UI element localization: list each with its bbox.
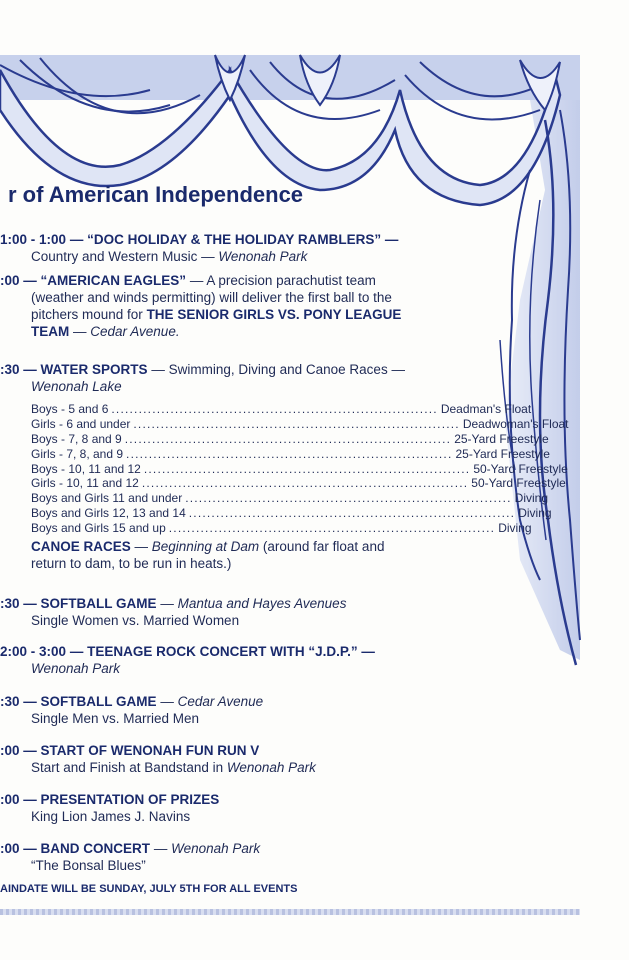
- entry-time: :00: [0, 273, 20, 288]
- entry-time: 1:00 - 1:00: [0, 232, 67, 247]
- entry-title: WATER SPORTS: [40, 362, 148, 377]
- table-row: Boys - 7, 8 and 9 ........................................................................ 25-Yard Freestyle: [31, 431, 549, 446]
- entry-time: :00: [0, 743, 20, 758]
- event-group: Boys and Girls 12, 13 and 14: [31, 506, 186, 521]
- entry-title: SOFTBALL GAME: [40, 694, 157, 709]
- entry-location: Wenonah Park: [226, 760, 316, 775]
- event-group: Boys - 7, 8 and 9: [31, 431, 122, 446]
- schedule-entry-water-sports: :30 — WATER SPORTS — Swimming, Diving and Canoe Races — Wenonah Lake: [0, 362, 405, 394]
- canoe-title: CANOE RACES: [31, 539, 131, 554]
- schedule-entry-softball-men: :30 — SOFTBALL GAME — Cedar Avenue Single Men vs. Married Men: [0, 694, 264, 726]
- event-name: Diving: [498, 521, 532, 536]
- entry-time: :30: [0, 362, 20, 377]
- event-group: Boys and Girls 11 and under: [31, 491, 183, 506]
- entry-bold-text: TEAM: [31, 324, 70, 339]
- water-events-table: [31, 402, 569, 536]
- event-group: Boys - 5 and 6: [31, 402, 109, 416]
- entry-title: START OF WENONAH FUN RUN V: [40, 743, 260, 758]
- entry-detail: Country and Western Music —: [31, 249, 219, 264]
- entry-detail: “The Bonsal Blues”: [31, 858, 146, 873]
- event-name: 25-Yard Freestyle: [454, 431, 549, 446]
- canoe-detail: (around far float and: [262, 539, 385, 554]
- table-row: Girls - 6 and under ........................................................................ Deadwoman's Float: [31, 416, 569, 431]
- entry-location: Wenonah Park: [171, 841, 261, 856]
- entry-detail-line: pitchers mound for: [31, 307, 147, 322]
- schedule-entry-eagles: :00 — “AMERICAN EAGLES” — A precision parachutist team (weather and winds permitting) will deliver the first ball to the pitchers mound for THE SENIOR GIRLS VS. PONY LEAGUE TEAM — Cedar Avenue.: [0, 273, 402, 339]
- event-group: Girls - 10, 11 and 12: [31, 476, 139, 491]
- event-group: Boys and Girls 15 and up: [31, 521, 166, 536]
- event-name: Diving: [518, 506, 552, 521]
- bottom-divider: [0, 909, 580, 915]
- event-group: Girls - 6 and under: [31, 416, 131, 431]
- table-row: Girls - 10, 11 and 12 ........................................................................ 50-Yard Freestyle: [31, 476, 566, 491]
- table-row: Boys and Girls 11 and under ........................................................................ Diving: [31, 491, 549, 506]
- entry-location: Mantua and Hayes Avenues: [177, 596, 347, 611]
- canoe-races-block: CANOE RACES — Beginning at Dam (around far float and return to dam, to be run in heats.): [31, 539, 385, 571]
- schedule-entry-prizes: :00 — PRESENTATION OF PRIZES King Lion James J. Navins: [0, 792, 220, 824]
- entry-location: Cedar Avenue: [177, 694, 264, 709]
- entry-title: “AMERICAN EAGLES”: [40, 273, 187, 288]
- entry-detail: Start and Finish at Bandstand in: [31, 760, 227, 775]
- entry-title: TEENAGE ROCK CONCERT WITH “J.D.P.”: [87, 644, 358, 659]
- entry-detail: Swimming, Diving and Canoe Races —: [168, 362, 405, 377]
- table-row: Boys - 5 and 6 ........................................................................ Deadman's Float: [31, 402, 532, 416]
- entry-detail: Single Women vs. Married Women: [31, 613, 240, 628]
- entry-time: 2:00 - 3:00: [0, 644, 67, 659]
- table-row: Boys and Girls 12, 13 and 14 ........................................................................ Diving: [31, 506, 552, 521]
- table-row: Boys - 10, 11 and 12 ........................................................................ 50-Yard Freestyle: [31, 461, 568, 476]
- event-name: 25-Yard Freestyle: [455, 446, 550, 461]
- event-name: Diving: [514, 491, 549, 506]
- canoe-location: Beginning at Dam: [151, 539, 260, 554]
- page-title: r of American Independence: [8, 182, 304, 207]
- schedule-entry-band-concert: :00 — BAND CONCERT — Wenonah Park “The Bonsal Blues”: [0, 841, 261, 873]
- entry-time: :30: [0, 694, 20, 709]
- entry-title: “DOC HOLIDAY & THE HOLIDAY RAMBLERS”: [87, 232, 382, 247]
- table-row: Boys and Girls 15 and up ........................................................................ Diving: [31, 521, 532, 536]
- entry-title: BAND CONCERT: [40, 841, 151, 856]
- event-name: 50-Yard Freestyle: [471, 476, 566, 491]
- entry-location: Cedar Avenue.: [90, 324, 180, 339]
- canoe-detail-line: return to dam, to be run in heats.): [31, 556, 232, 571]
- event-name: Deadwoman's Float: [462, 416, 569, 431]
- event-name: Deadman's Float: [440, 402, 532, 416]
- entry-time: :00: [0, 841, 20, 856]
- entry-location: Wenonah Park: [218, 249, 308, 264]
- table-row: Girls - 7, 8, and 9 ........................................................................ 25-Yard Freestyle: [31, 446, 550, 461]
- entry-title: PRESENTATION OF PRIZES: [40, 792, 220, 807]
- entry-location: Wenonah Park: [31, 661, 121, 676]
- entry-time: :00: [0, 792, 20, 807]
- schedule-entry-rock-concert: 2:00 - 3:00 — TEENAGE ROCK CONCERT WITH “J.D.P.” — Wenonah Park: [0, 644, 375, 676]
- schedule-entry-fun-run: :00 — START OF WENONAH FUN RUN V Start and Finish at Bandstand in Wenonah Park: [0, 743, 316, 775]
- schedule-entry-softball-women: :30 — SOFTBALL GAME — Mantua and Hayes Avenues Single Women vs. Married Women: [0, 596, 347, 628]
- entry-detail: A precision parachutist team: [206, 273, 376, 288]
- event-group: Girls - 7, 8, and 9: [31, 446, 124, 461]
- event-group: Boys - 10, 11 and 12: [31, 461, 141, 476]
- schedule-entry-ramblers: 1:00 - 1:00 — “DOC HOLIDAY & THE HOLIDAY RAMBLERS” — Country and Western Music — Wenonah Park: [0, 232, 399, 264]
- entry-location: Wenonah Lake: [31, 379, 122, 394]
- entry-bold-text: THE SENIOR GIRLS VS. PONY LEAGUE: [146, 307, 402, 322]
- entry-title: SOFTBALL GAME: [40, 596, 157, 611]
- entry-detail-line: (weather and winds permitting) will deliver the first ball to the: [31, 290, 392, 305]
- entry-detail: Single Men vs. Married Men: [31, 711, 200, 726]
- entry-detail: King Lion James J. Navins: [31, 809, 191, 824]
- entry-time: :30: [0, 596, 20, 611]
- event-name: 50-Yard Freestyle: [473, 461, 568, 476]
- rain-date-note: AINDATE WILL BE SUNDAY, JULY 5TH FOR ALL EVENTS: [0, 883, 298, 895]
